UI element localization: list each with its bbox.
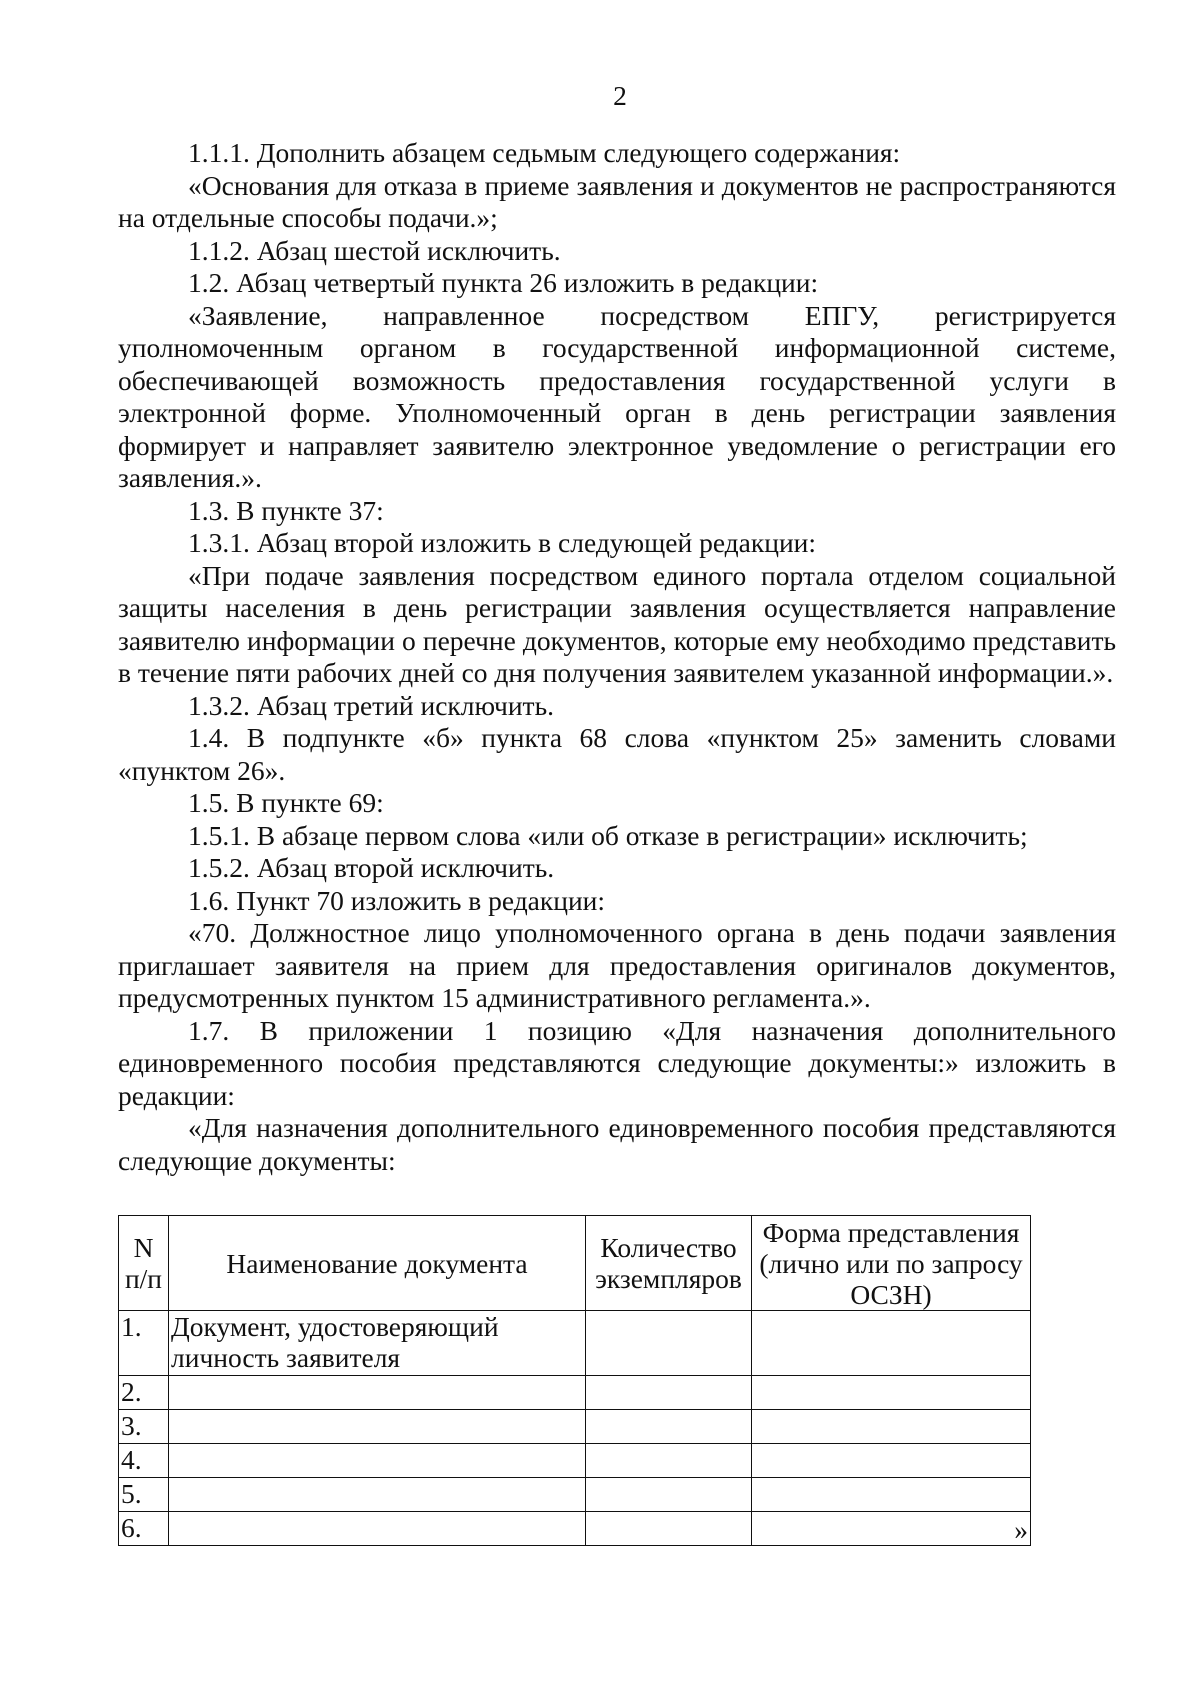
- table-cell: [169, 1478, 586, 1512]
- table-cell: [752, 1478, 1031, 1512]
- table-cell: [752, 1444, 1031, 1478]
- paragraph: 1.5.1. В абзаце первом слова «или об отказе в регистрации» исключить;: [188, 819, 1028, 851]
- table-row: [119, 1512, 1031, 1546]
- paragraph: 1.5. В пункте 69:: [188, 787, 384, 818]
- documents-table: [118, 1215, 1031, 1546]
- table-cell: [169, 1512, 586, 1546]
- table-row: [119, 1478, 1031, 1512]
- paragraph: «70. Должностное лицо уполномоченного органа в день подачи заявления приглашает заявителя на прием для предоставления оригиналов документов, предусмотренных пунктом 15 административного регламента.».: [118, 917, 1116, 1013]
- paragraph: 1.3.1. Абзац второй изложить в следующей редакции:: [188, 527, 817, 558]
- paragraph: 1.2. Абзац четвертый пункта 26 изложить в редакции:: [188, 267, 819, 298]
- table-cell: 6.: [119, 1512, 169, 1546]
- paragraph: «Основания для отказа в приеме заявления и документов не распространяются на отдельные способы подачи.»;: [118, 169, 1116, 233]
- table-cell: 4.: [119, 1444, 169, 1478]
- table-row: [119, 1376, 1031, 1410]
- table-cell: Документ, удостоверяющий личность заявителя: [169, 1311, 586, 1376]
- paragraph: 1.5.2. Абзац второй исключить.: [188, 852, 555, 883]
- table-cell: [586, 1376, 752, 1410]
- document-body: [118, 137, 1116, 1177]
- table-cell: [752, 1376, 1031, 1410]
- table-cell: [752, 1410, 1031, 1444]
- paragraph: 1.6. Пункт 70 изложить в редакции:: [188, 884, 606, 916]
- table-row: [119, 1444, 1031, 1478]
- table-cell: [169, 1376, 586, 1410]
- header-document-name: Наименование документа: [169, 1216, 586, 1311]
- table-cell: [586, 1311, 752, 1376]
- table-header-row: [119, 1216, 1031, 1311]
- page-number: 2: [613, 80, 627, 111]
- table-row: [119, 1311, 1031, 1376]
- table-cell: 2.: [119, 1376, 169, 1410]
- paragraph: 1.1.1. Дополнить абзацем седьмым следующего содержания:: [188, 137, 901, 168]
- paragraph: 1.3. В пункте 37:: [188, 494, 384, 526]
- paragraph: «Заявление, направленное посредством ЕПГУ, регистрируется уполномоченным органом в государственной информационной системе, обеспечивающей возможность предоставления государственной услуги в электронной форме. Уполномоченный орган в день регистрации заявления формирует и направляет заявителю электронное уведомление о регистрации его заявления.».: [118, 299, 1116, 493]
- paragraph: «Для назначения дополнительного единовременного пособия представляются следующие документы:: [118, 1112, 1116, 1176]
- table-cell: 1.: [119, 1311, 169, 1376]
- table-cell: [586, 1410, 752, 1444]
- table-cell: [169, 1410, 586, 1444]
- paragraph: «При подаче заявления посредством единого портала отделом социальной защиты населения в день регистрации заявления осуществляется направление заявителю информации о перечне документов, которые ему необходимо представить в течение пяти рабочих дней со дня получения заявителем указанной информации.».: [118, 559, 1116, 688]
- paragraph: 1.4. В подпункте «б» пункта 68 слова «пунктом 25» заменить словами «пунктом 26».: [118, 722, 1116, 786]
- closing-quote: »: [1014, 1514, 1028, 1545]
- table-row: [119, 1410, 1031, 1444]
- header-copies-count: Количество экземпляров: [586, 1216, 752, 1311]
- table-cell: [586, 1512, 752, 1546]
- paragraph: 1.7. В приложении 1 позицию «Для назначения дополнительного единовременного пособия представляются следующие документы:» изложить в редакции:: [118, 1014, 1116, 1111]
- paragraph: 1.3.2. Абзац третий исключить.: [188, 689, 554, 721]
- table-cell: [752, 1311, 1031, 1376]
- table-cell-last: [752, 1512, 1031, 1546]
- table-cell: [586, 1478, 752, 1512]
- paragraph: 1.1.2. Абзац шестой исключить.: [188, 234, 561, 266]
- table-cell: [586, 1444, 752, 1478]
- header-submission-form: Форма представления (лично или по запросу ОСЗН): [752, 1216, 1031, 1311]
- table-cell: [169, 1444, 586, 1478]
- table-cell: 3.: [119, 1410, 169, 1444]
- table-cell: 5.: [119, 1478, 169, 1512]
- header-number: N п/п: [119, 1216, 169, 1311]
